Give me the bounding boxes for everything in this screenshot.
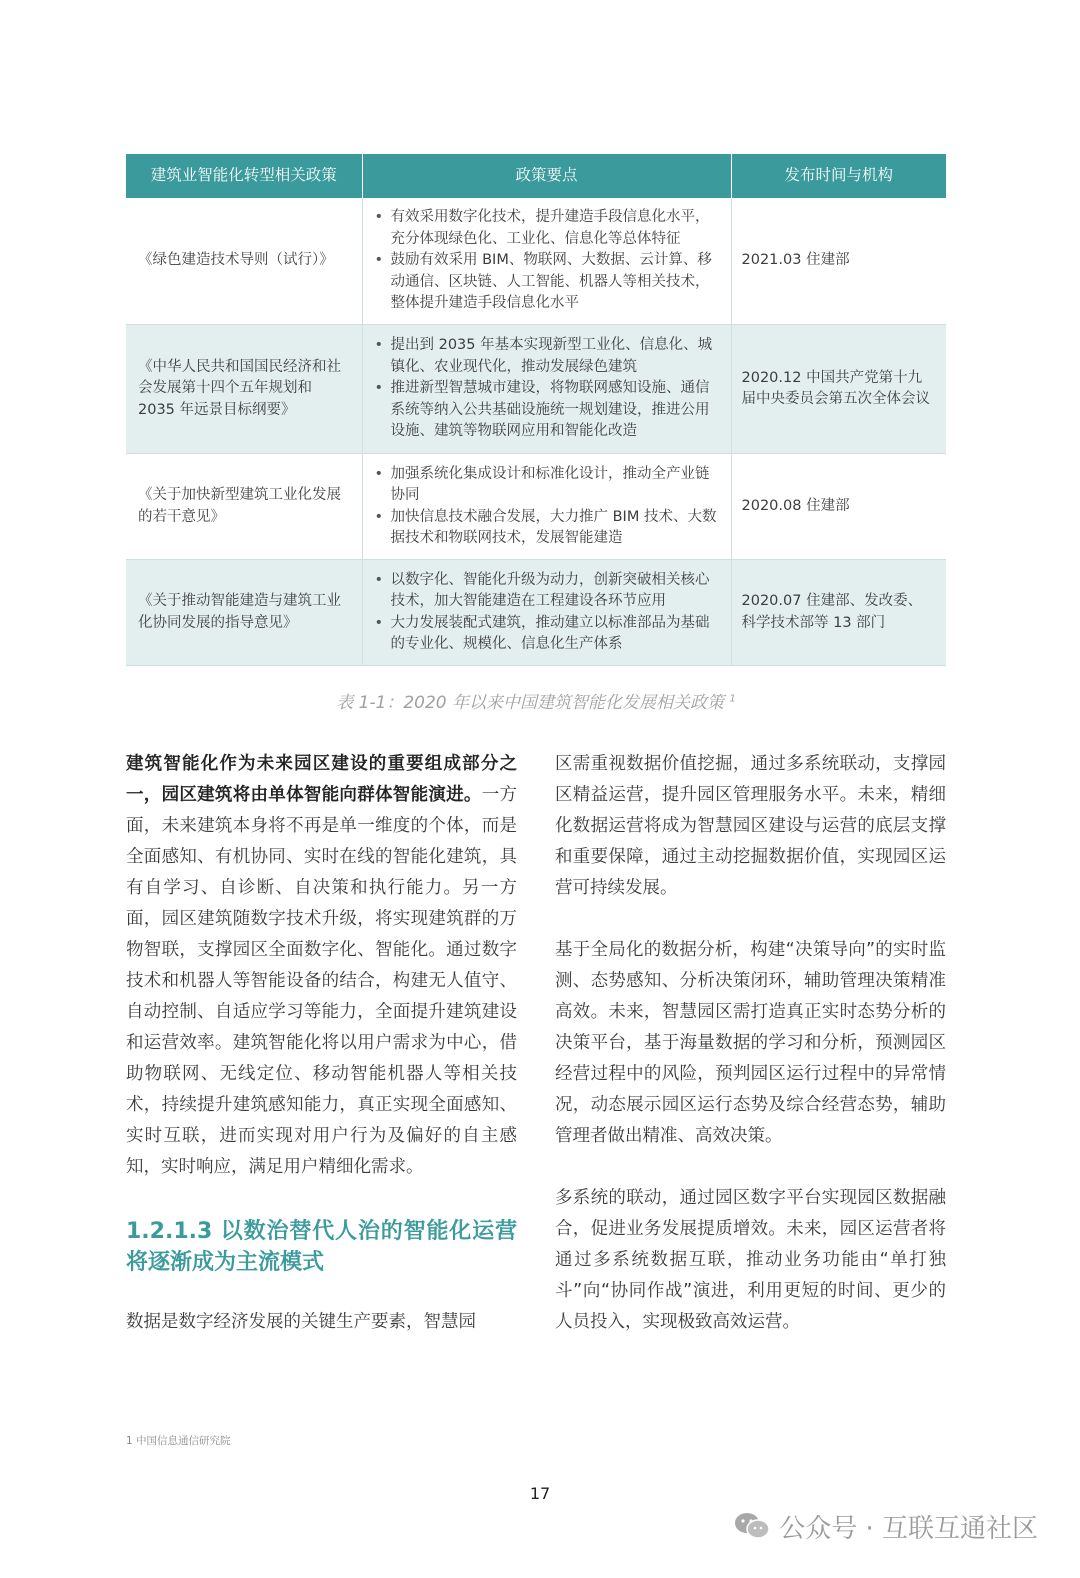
header-policy: 建筑业智能化转型相关政策 xyxy=(126,154,362,198)
policy-point: • 推进新型智慧城市建设，将物联网感知设施、通信系统等纳入公共基础设施统一规划建设，推进公用设施、建筑等物联网应用和智能化改造 xyxy=(391,378,721,443)
policy-points xyxy=(362,325,731,454)
policy-point: • 有效采用数字化技术，提升建造手段信息化水平，充分体现绿色化、工业化、信息化等总体特征 xyxy=(391,207,721,250)
section-heading: 1.2.1.3 以数治替代人治的智能化运营将逐渐成为主流模式 xyxy=(126,1219,517,1275)
policy-point: • 以数字化、智能化升级为动力，创新突破相关核心技术，加大智能建造在工程建设各环节应用 xyxy=(391,570,721,613)
watermark xyxy=(733,1506,1038,1546)
policy-issuer: 2020.08 住建部 xyxy=(731,454,946,560)
policy-point: • 提出到 2035 年基本实现新型工业化、信息化、城镇化、农业现代化，推动发展绿色建筑 xyxy=(391,335,721,378)
policy-name: 《关于推动智能建造与建筑工业化协同发展的指导意见》 xyxy=(126,560,362,666)
right-paragraph-3: 多系统的联动，通过园区数字平台实现园区数据融合，促进业务发展提质增效。未来，园区运营者将通过多系统数据互联，推动业务功能由“单打独斗”向“协同作战”演进，利用更短的时间、更少的人员投入，实现极致高效运营。 xyxy=(555,1188,946,1332)
policy-issuer: 2020.12 中国共产党第十九届中央委员会第五次全体会议 xyxy=(731,325,946,454)
footnote: 1 中国信息通信研究院 xyxy=(126,1435,231,1447)
right-text-column xyxy=(555,749,946,1338)
page-number: 17 xyxy=(529,1484,551,1503)
table-row xyxy=(126,560,946,666)
policy-point: • 加强系统化集成设计和标准化设计，推动全产业链协同 xyxy=(391,464,721,507)
policy-point: • 加快信息技术融合发展，大力推广 BIM 技术、大数据技术和物联网技术，发展智能建造 xyxy=(391,507,721,550)
policy-issuer: 2021.03 住建部 xyxy=(731,198,946,325)
policy-name: 《绿色建造技术导则（试行）》 xyxy=(126,198,362,325)
right-paragraph-1: 区需重视数据价值挖掘，通过多系统联动，支撑园区精益运营，提升园区管理服务水平。未来，精细化数据运营将成为智慧园区建设与运营的底层支撑和重要保障，通过主动挖掘数据价值，实现园区运营可持续发展。 xyxy=(555,754,946,898)
table-row xyxy=(126,325,946,454)
policy-points xyxy=(362,560,731,666)
table-caption xyxy=(126,688,946,713)
policy-table xyxy=(126,154,946,666)
caption-text: 表 1-1：2020 年以来中国建筑智能化发展相关政策 xyxy=(336,693,725,713)
header-issuer: 发布时间与机构 xyxy=(731,154,946,198)
wechat-icon xyxy=(733,1510,771,1542)
policy-points xyxy=(362,198,731,325)
policy-points xyxy=(362,454,731,560)
watermark-text: 公众号 · 互联互通社区 xyxy=(779,1513,1038,1544)
left-paragraph-2: 数据是数字经济发展的关键生产要素，智慧园 xyxy=(126,1312,476,1332)
policy-point: • 鼓励有效采用 BIM、物联网、大数据、云计算、移动通信、区块链、人工智能、机器人等相关技术，整体提升建造手段信息化水平 xyxy=(391,250,721,315)
footnote-mark: 1 xyxy=(729,693,736,705)
policy-point: • 大力发展装配式建筑，推动建立以标准部品为基础的专业化、规模化、信息化生产体系 xyxy=(391,613,721,656)
paragraph-body: 一方面，未来建筑本身将不再是单一维度的个体，而是全面感知、有机协同、实时在线的智能化建筑，具有自学习、自诊断、自决策和执行能力。另一方面，园区建筑随数字技术升级，将实现建筑群的万物智联，支撑园区全面数字化、智能化。通过数字技术和机器人等智能设备的结合，构建无人值守、自动控制、自适应学习等能力，全面提升建筑建设和运营效率。建筑智能化将以用户需求为中心，借助物联网、无线定位、移动智能机器人等相关技术，持续提升建筑感知能力，真正实现全面感知、实时互联，进而实现对用户行为及偏好的自主感知，实时响应，满足用户精细化需求。 xyxy=(126,785,518,1177)
policy-issuer: 2020.07 住建部、发改委、科学技术部等 13 部门 xyxy=(731,560,946,666)
table-row xyxy=(126,454,946,560)
policy-name: 《关于加快新型建筑工业化发展的若干意见》 xyxy=(126,454,362,560)
right-paragraph-2: 基于全局化的数据分析，构建“决策导向”的实时监测、态势感知、分析决策闭环，辅助管理决策精准高效。未来，智慧园区需打造真正实时态势分析的决策平台，基于海量数据的学习和分析，预测园区经营过程中的风险，预判园区运行过程中的异常情况，动态展示园区运行态势及综合经营态势，辅助管理者做出精准、高效决策。 xyxy=(555,940,946,1146)
header-points: 政策要点 xyxy=(362,154,731,198)
lead-sentence: 建筑智能化作为未来园区建设的重要组成部分之一，园区建筑将由单体智能向群体智能演进。 xyxy=(126,754,517,805)
table-row xyxy=(126,198,946,325)
policy-name: 《中华人民共和国国民经济和社会发展第十四个五年规划和 2035 年远景目标纲要》 xyxy=(126,325,362,454)
left-paragraph-1 xyxy=(126,749,517,1183)
left-text-column xyxy=(126,749,517,1338)
table-header-row xyxy=(126,154,946,198)
